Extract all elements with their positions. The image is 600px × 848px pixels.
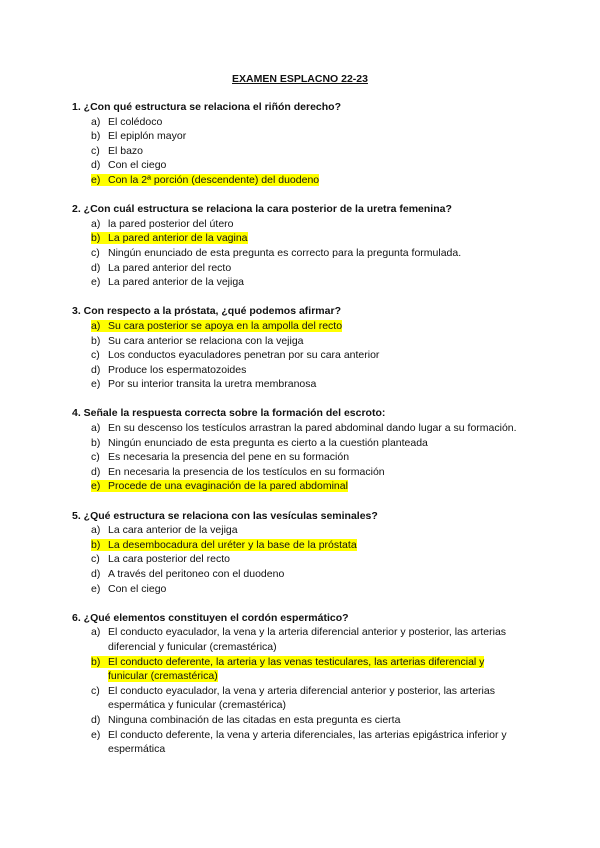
option-content xyxy=(91,364,246,376)
option-letter: a) xyxy=(91,422,101,435)
option-content xyxy=(91,451,349,463)
option-highlighted xyxy=(91,173,522,188)
option-content xyxy=(91,539,357,551)
option-content xyxy=(91,685,495,712)
option-content xyxy=(91,466,385,478)
option xyxy=(91,348,522,363)
option-content xyxy=(91,349,379,361)
option xyxy=(91,625,522,654)
option-letter: e) xyxy=(91,276,101,289)
document-title: EXAMEN ESPLACNO 22-23 xyxy=(232,73,368,85)
option xyxy=(91,713,522,728)
option-letter: c) xyxy=(91,553,100,566)
option-text: Ninguna combinación de las citadas en esta pregunta es cierta xyxy=(108,713,401,726)
option-letter: c) xyxy=(91,349,100,362)
option-text: Por su interior transita la uretra membranosa xyxy=(108,378,317,391)
question-text: 5. ¿Qué estructura se relaciona con las vesículas seminales? xyxy=(72,509,378,522)
option-content xyxy=(91,335,304,347)
option xyxy=(91,377,522,392)
option xyxy=(91,246,522,261)
option-content xyxy=(91,116,162,128)
option-letter: d) xyxy=(91,363,101,376)
option-highlighted xyxy=(91,655,522,684)
question-text: 3. Con respecto a la próstata, ¿qué podemos afirmar? xyxy=(72,305,341,318)
option-letter: b) xyxy=(91,655,101,668)
option-letter: b) xyxy=(91,436,101,449)
question-list xyxy=(72,100,522,771)
option-content xyxy=(91,714,400,726)
question-3 xyxy=(72,304,522,392)
option xyxy=(91,144,522,159)
option-text: La cara posterior del recto xyxy=(108,553,230,566)
option-content xyxy=(91,145,143,157)
option-content xyxy=(91,524,238,536)
option xyxy=(91,523,522,538)
option-letter: c) xyxy=(91,144,100,157)
option xyxy=(91,115,522,130)
option-highlighted xyxy=(91,538,522,553)
option-text: Es necesaria la presencia del pene en su formación xyxy=(108,451,350,464)
question-text: 6. ¿Qué elementos constituyen el cordón espermático? xyxy=(72,611,349,624)
option-highlighted xyxy=(91,479,522,494)
option-text: Ningún enunciado de esta pregunta es cierto a la cuestión planteada xyxy=(108,436,428,449)
question-4 xyxy=(72,406,522,494)
option-content xyxy=(91,320,342,332)
option xyxy=(91,552,522,567)
option-letter: d) xyxy=(91,261,101,274)
option xyxy=(91,465,522,480)
option xyxy=(91,421,522,436)
question-text: 4. Señale la respuesta correcta sobre la formación del escroto: xyxy=(72,407,386,420)
option-content xyxy=(91,378,316,390)
option-content xyxy=(91,437,428,449)
option-letter: e) xyxy=(91,480,101,493)
option-letter: c) xyxy=(91,246,100,259)
question-2 xyxy=(72,202,522,290)
option xyxy=(91,217,522,232)
option-text: En necesaria la presencia de los testículos en su formación xyxy=(108,465,385,478)
option-text: Su cara posterior se apoya en la ampolla del recto xyxy=(108,319,343,332)
option-letter: a) xyxy=(91,217,101,230)
option-text: A través del peritoneo con el duodeno xyxy=(108,568,285,580)
option-content xyxy=(91,422,517,434)
option-text: Su cara anterior se relaciona con la vejiga xyxy=(108,334,304,347)
question-text: 1. ¿Con qué estructura se relaciona el riñón derecho? xyxy=(72,101,341,113)
option-text: En su descenso los testículos arrastran la pared abdominal dando lugar a su formación. xyxy=(108,422,517,435)
option-letter: d) xyxy=(91,568,101,580)
option-letter: a) xyxy=(91,115,101,128)
option-text: Con la 2ª porción (descendente) del duodeno xyxy=(108,173,320,186)
option-letter: b) xyxy=(91,130,101,143)
option-letter: a) xyxy=(91,626,101,639)
question-6 xyxy=(72,611,522,757)
option-text: Procede de una evaginación de la pared abdominal xyxy=(108,480,348,493)
option-letter: c) xyxy=(91,684,100,697)
option-text: Con el ciego xyxy=(108,582,167,595)
option-text: Con el ciego xyxy=(108,159,167,172)
option xyxy=(91,261,522,276)
option-letter: c) xyxy=(91,451,100,464)
option-highlighted xyxy=(91,319,522,334)
option-letter: a) xyxy=(91,319,101,332)
option-letter: e) xyxy=(91,728,101,741)
question-5 xyxy=(72,509,522,597)
option-text: El conducto deferente, la arteria y las venas testiculares, las arterias diferencial y funicular (cremastérica) xyxy=(108,655,485,683)
option-text: El colédoco xyxy=(108,115,163,128)
option xyxy=(91,582,522,597)
option-text: La cara anterior de la vejiga xyxy=(108,524,238,537)
option-text: Ningún enunciado de esta pregunta es correcto para la pregunta formulada. xyxy=(108,246,462,259)
option-content xyxy=(91,656,484,683)
option-text: El conducto eyaculador, la vena y arteria diferencial anterior y posterior, las arterias espermática y funicular (cremastérica) xyxy=(108,684,495,712)
question-1 xyxy=(72,100,522,188)
option-text: El epiplón mayor xyxy=(108,130,187,143)
option-content xyxy=(91,174,319,186)
option-text: El conducto deferente, la vena y arteria diferenciales, las arterias epigástrica inferior y espermática xyxy=(108,728,507,756)
option-letter: e) xyxy=(91,582,101,595)
option-content xyxy=(91,262,231,274)
option-content xyxy=(91,480,348,492)
option-letter: a) xyxy=(91,524,101,537)
option-content xyxy=(91,568,284,580)
option-letter: d) xyxy=(91,159,101,172)
option-highlighted xyxy=(91,231,522,246)
option xyxy=(91,129,522,144)
option-letter: b) xyxy=(91,334,101,347)
option-letter: b) xyxy=(91,232,101,245)
option-text: la pared posterior del útero xyxy=(108,217,234,230)
option xyxy=(91,567,522,582)
option xyxy=(91,334,522,349)
option-letter: e) xyxy=(91,378,101,391)
option-content xyxy=(91,583,166,595)
option xyxy=(91,450,522,465)
option-letter: d) xyxy=(91,465,101,478)
option-text: Los conductos eyaculadores penetran por su cara anterior xyxy=(108,349,380,362)
option-text: El conducto eyaculador, la vena y la arteria diferencial anterior y posterior, las arterias diferencial y funicular (cremastérica) xyxy=(108,626,507,653)
option xyxy=(91,436,522,451)
option-content xyxy=(91,218,234,230)
option-text: La desembocadura del uréter y la base de la próstata xyxy=(108,538,357,551)
option-content xyxy=(91,130,186,142)
option xyxy=(91,158,522,173)
option-content xyxy=(91,276,244,288)
option-text: La pared anterior de la vejiga xyxy=(108,276,245,289)
option-text: El bazo xyxy=(108,144,144,157)
option-text: Produce los espermatozoides xyxy=(108,363,247,376)
option-text: La pared anterior del recto xyxy=(108,261,232,274)
option-content xyxy=(91,553,230,565)
option xyxy=(91,684,522,713)
option-content xyxy=(91,247,461,259)
option xyxy=(91,728,522,757)
option xyxy=(91,275,522,290)
question-text: 2. ¿Con cuál estructura se relaciona la cara posterior de la uretra femenina? xyxy=(72,203,452,216)
option-text: La pared anterior de la vagina xyxy=(108,232,248,245)
option xyxy=(91,363,522,378)
option-letter: d) xyxy=(91,713,101,726)
option-letter: b) xyxy=(91,538,101,551)
option-content xyxy=(91,159,166,171)
option-content xyxy=(91,729,507,756)
option-content xyxy=(91,626,506,653)
option-content xyxy=(91,232,248,244)
option-letter: e) xyxy=(91,173,101,186)
